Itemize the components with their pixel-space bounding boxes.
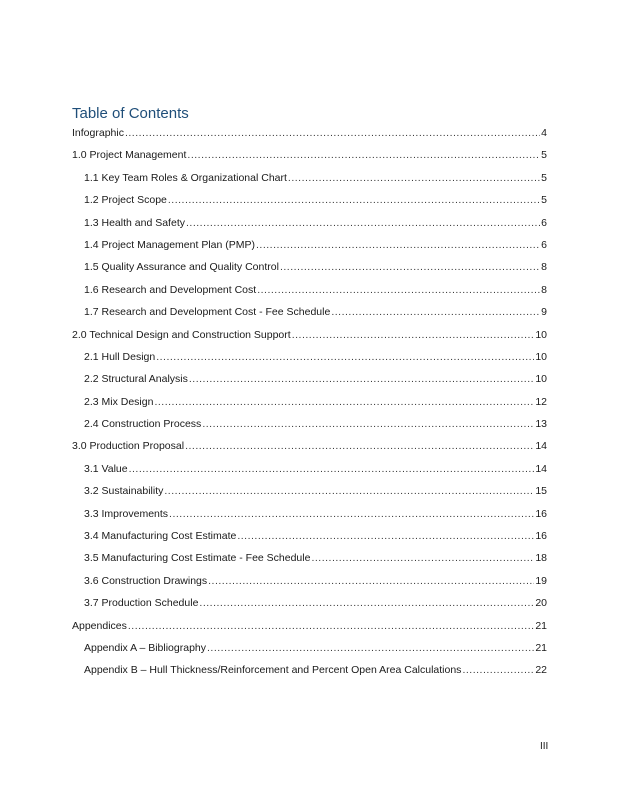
- toc-entry-page: 16: [535, 507, 547, 520]
- toc-entry[interactable]: [72, 620, 547, 642]
- toc-entry-label: 2.0 Technical Design and Construction Support: [72, 328, 291, 341]
- toc-entry-page: 4: [541, 127, 547, 139]
- toc-entry-label: 2.3 Mix Design: [84, 395, 154, 408]
- toc-entry[interactable]: [72, 396, 547, 418]
- toc-entry[interactable]: [72, 642, 547, 664]
- toc-entry-label: 2.2 Structural Analysis: [84, 373, 188, 386]
- toc-entry-page: 8: [541, 261, 547, 274]
- toc-entry-label: 1.5 Quality Assurance and Quality Control: [84, 261, 279, 274]
- toc-entry[interactable]: [72, 127, 547, 149]
- toc-entry-page: 15: [535, 485, 547, 498]
- toc-dot-leader: [280, 261, 540, 273]
- toc-entry-label: 1.7 Research and Development Cost - Fee Schedule: [84, 306, 331, 319]
- toc-dot-leader: [129, 463, 535, 475]
- toc-dot-leader: [186, 217, 540, 229]
- toc-entry-label: 3.2 Sustainability: [84, 485, 164, 498]
- toc-dot-leader: [125, 127, 540, 139]
- toc-entry-page: 14: [535, 440, 547, 453]
- toc-entry[interactable]: [72, 306, 547, 328]
- toc-entry[interactable]: [72, 172, 547, 194]
- toc-dot-leader: [256, 239, 540, 251]
- toc-entry-page: 21: [535, 619, 547, 632]
- toc-entry-page: 21: [535, 641, 547, 654]
- toc-entry-label: 3.4 Manufacturing Cost Estimate: [84, 530, 237, 543]
- toc-entry-label: Appendix A – Bibliography: [84, 641, 207, 654]
- page-number: III: [540, 741, 549, 752]
- toc-entry-page: 10: [535, 328, 547, 341]
- toc-entry[interactable]: [72, 351, 547, 373]
- toc-entry-label: Appendices: [72, 619, 127, 632]
- toc-entry[interactable]: [72, 575, 547, 597]
- toc-entry[interactable]: [72, 329, 547, 351]
- toc-entry[interactable]: [72, 373, 547, 395]
- toc-dot-leader: [462, 664, 534, 676]
- toc-dot-leader: [187, 149, 540, 161]
- toc-entry[interactable]: [72, 664, 547, 686]
- toc-entry-page: 13: [535, 418, 547, 431]
- toc-dot-leader: [311, 552, 534, 564]
- toc-entry[interactable]: [72, 217, 547, 239]
- toc-dot-leader: [164, 485, 534, 497]
- toc-dot-leader: [237, 530, 534, 542]
- toc-dot-leader: [288, 172, 540, 184]
- toc-entry-label: 3.1 Value: [84, 462, 128, 475]
- toc-entry-page: 9: [541, 306, 547, 319]
- toc-entry-page: 5: [541, 149, 547, 162]
- toc-entry-label: 2.4 Construction Process: [84, 418, 202, 431]
- toc-entry-label: 3.5 Manufacturing Cost Estimate - Fee Schedule: [84, 552, 311, 565]
- toc-dot-leader: [331, 306, 540, 318]
- toc-dot-leader: [208, 575, 534, 587]
- toc-entry-page: 10: [535, 373, 547, 386]
- toc-entry-label: 3.0 Production Proposal: [72, 440, 185, 453]
- toc-entry[interactable]: [72, 463, 547, 485]
- toc-entry-page: 10: [535, 350, 547, 363]
- toc-dot-leader: [185, 440, 534, 452]
- toc-entry-page: 12: [535, 395, 547, 408]
- toc-dot-leader: [292, 329, 535, 341]
- toc-entry-page: 16: [535, 530, 547, 543]
- toc-entry-label: 1.4 Project Management Plan (PMP): [84, 238, 255, 251]
- toc-entry[interactable]: [72, 597, 547, 619]
- toc-entry-label: 1.0 Project Management: [72, 149, 187, 162]
- toc-entry[interactable]: [72, 149, 547, 171]
- toc-entry[interactable]: [72, 530, 547, 552]
- toc-entry[interactable]: [72, 508, 547, 530]
- toc-dot-leader: [128, 620, 534, 632]
- toc-entry-page: 19: [535, 574, 547, 587]
- toc-entry[interactable]: [72, 261, 547, 283]
- toc-dot-leader: [168, 194, 540, 206]
- toc-entry-label: 1.2 Project Scope: [84, 194, 167, 207]
- toc-entry-label: 3.3 Improvements: [84, 507, 169, 520]
- toc-entry-label: Appendix B – Hull Thickness/Reinforcement and Percent Open Area Calculations: [84, 664, 462, 677]
- toc-dot-leader: [202, 418, 534, 430]
- toc-entry-label: Infographic: [72, 127, 124, 139]
- toc-entry[interactable]: [72, 284, 547, 306]
- toc-dot-leader: [189, 373, 534, 385]
- toc-entry-label: 2.1 Hull Design: [84, 350, 156, 363]
- toc-entry[interactable]: [72, 194, 547, 216]
- toc-entry-page: 6: [541, 216, 547, 229]
- toc-dot-leader: [257, 284, 540, 296]
- toc-entry-label: 3.6 Construction Drawings: [84, 574, 208, 587]
- toc-dot-leader: [156, 351, 534, 363]
- toc-entry-page: 20: [535, 597, 547, 610]
- toc-entry-label: 3.7 Production Schedule: [84, 597, 199, 610]
- toc-list: [72, 127, 547, 687]
- toc-entry[interactable]: [72, 440, 547, 462]
- toc-entry-label: 1.3 Health and Safety: [84, 216, 185, 229]
- toc-entry-label: 1.6 Research and Development Cost: [84, 283, 257, 296]
- toc-entry[interactable]: [72, 239, 547, 261]
- toc-dot-leader: [154, 396, 534, 408]
- toc-dot-leader: [169, 508, 534, 520]
- toc-entry[interactable]: [72, 418, 547, 440]
- toc-entry-page: 8: [541, 283, 547, 296]
- toc-entry-page: 18: [535, 552, 547, 565]
- toc-entry-page: 5: [541, 194, 547, 207]
- toc-entry-page: 22: [535, 664, 547, 677]
- toc-dot-leader: [207, 642, 534, 654]
- toc-entry-page: 14: [535, 462, 547, 475]
- toc-dot-leader: [199, 597, 534, 609]
- toc-entry-page: 6: [541, 238, 547, 251]
- toc-entry[interactable]: [72, 485, 547, 507]
- toc-title: Table of Contents: [72, 105, 189, 122]
- toc-entry-page: 5: [541, 171, 547, 184]
- toc-entry-label: 1.1 Key Team Roles & Organizational Chart: [84, 171, 287, 184]
- toc-entry[interactable]: [72, 552, 547, 574]
